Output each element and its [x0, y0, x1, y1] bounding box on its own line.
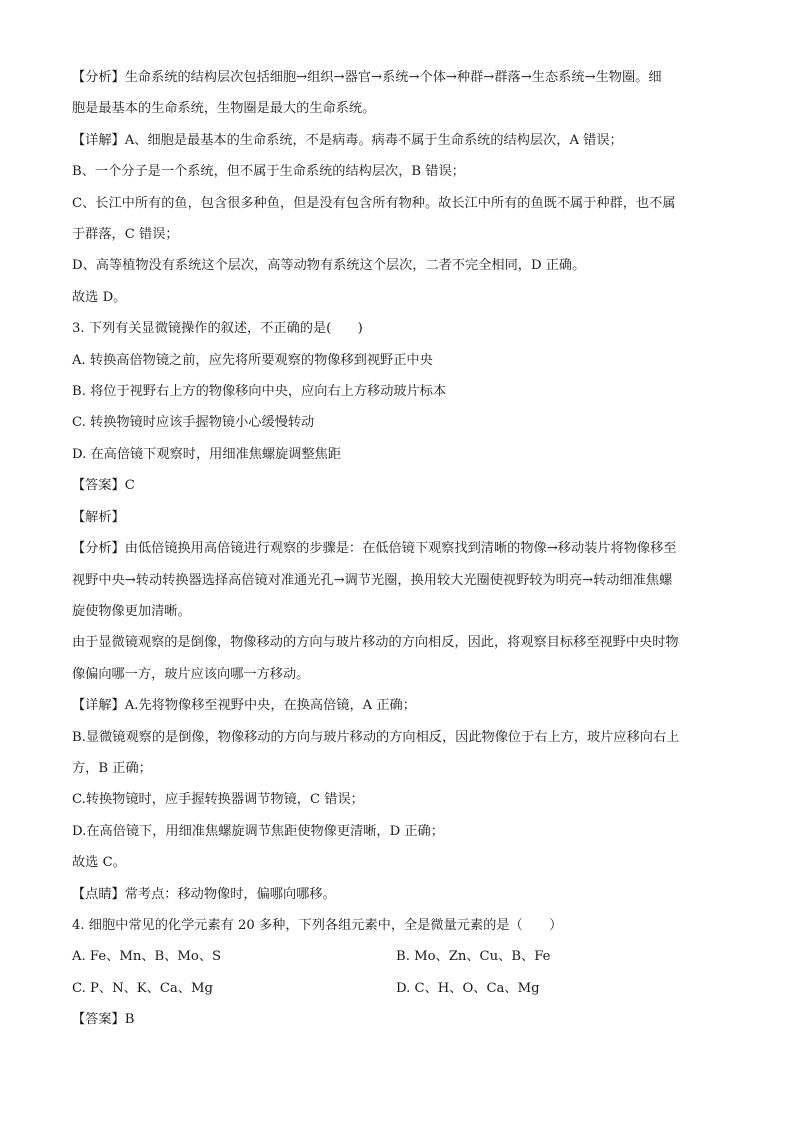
q3-analysis-line-3: 旋使物像更加清晰。 [72, 603, 191, 619]
analysis-text: 由低倍镜换用高倍镜进行观察的步骤是：在低倍镜下观察找到清晰的物像→移动装片将物像移至 [124, 541, 677, 557]
q4-option-c: C. P、N、K、Ca、Mg [72, 980, 213, 996]
q4-option-d: D. C、H、O、Ca、Mg [396, 980, 540, 996]
detail-tag: 【详解】 [72, 132, 125, 148]
analysis-text: 生命系统的结构层次包括细胞→组织→器官→系统→个体→种群→群落→生态系统→生物圈。细 [124, 70, 662, 85]
q3-option-b: B. 将位于视野右上方的物像移向中央，应向右上方移动玻片标本 [72, 384, 447, 400]
answer-tag: 【答案】 [72, 1012, 125, 1028]
q3-detail-b-line-1: B.显微镜观察的是倒像，物像移动的方向与玻片移动的方向相反，因此物像位于右上方，玻片应移向右上 [72, 729, 680, 745]
q4-option-b: B. Mo、Zn、Cu、B、Fe [396, 949, 551, 965]
answer-value: C [124, 478, 135, 494]
document-page [72, 62, 732, 1036]
q3-conclusion: 故选 C。 [72, 855, 126, 871]
detail-tag: 【详解】 [72, 698, 125, 714]
q4-options [72, 941, 732, 1004]
q3-option-d: D. 在高倍镜下观察时，用细准焦螺旋调整焦距 [72, 446, 342, 462]
q2-detail-d: D、高等植物没有系统这个层次，高等动物有系统这个层次，二者不完全相同，D 正确。 [72, 258, 586, 274]
q3-detail-d: D.在高倍镜下，用细准焦螺旋调节焦距使物像更清晰，D 正确； [72, 823, 444, 839]
q3-option-a: A. 转换高倍物镜之前，应先将所要观察的物像移到视野正中央 [72, 352, 433, 368]
q2-analysis [72, 62, 732, 125]
q3-analysis-line-1 [72, 533, 732, 564]
q2-detail-c [72, 188, 732, 251]
q3-analysis-line-5: 像偏向哪一方，玻片应该向哪一方移动。 [72, 666, 310, 682]
q3-detail-c: C.转换物镜时，应手握转换器调节物镜，C 错误； [72, 792, 364, 808]
q2-detail-c-line-1: C、长江中所有的鱼，包含很多种鱼，但是没有包含所有物种。故长江中所有的鱼既不属于种群，也不属 [72, 195, 676, 211]
tip-text: 常考点：移动物像时，偏哪向哪移。 [124, 886, 336, 902]
q2-analysis-line-1 [72, 62, 732, 93]
detail-text: A.先将物像移至视野中央，在换高倍镜，A 正确； [124, 698, 416, 714]
q3-analysis [72, 533, 732, 690]
q2-detail-b: B、一个分子是一个系统，但不属于生命系统的结构层次，B 错误； [72, 164, 465, 180]
q4-option-a: A. Fe、Mn、B、Mo、S [72, 949, 222, 965]
q2-detail-a [72, 125, 732, 156]
q3-detail-a [72, 690, 732, 721]
q4-answer [72, 1004, 732, 1035]
q3-detail-b-line-2: 方，B 正确； [72, 760, 152, 776]
q3-explain-heading: 【解析】 [72, 509, 125, 525]
q3-answer [72, 470, 732, 501]
q2-detail-c-line-2: 于群落，C 错误； [72, 227, 179, 243]
q3-option-c: C. 转换物镜时应该手握物镜小心缓慢转动 [72, 415, 315, 431]
q2-conclusion: 故选 D。 [72, 289, 127, 305]
q3-analysis-line-2: 视野中央→转动转换器选择高倍镜对准通光孔→调节光圈，换用较大光圈使视野较为明亮→转动细准焦螺 [72, 572, 673, 588]
analysis-tag: 【分析】 [72, 70, 125, 85]
q4-stem: 4. 细胞中常见的化学元素有 20 多种，下列各组元素中，全是微量元素的是（ ） [72, 917, 563, 933]
q3-stem: 3. 下列有关显微镜操作的叙述，不正确的是( ) [72, 321, 363, 337]
answer-value: B [124, 1012, 135, 1028]
analysis-tag: 【分析】 [72, 541, 125, 557]
q3-detail-b [72, 722, 732, 785]
detail-text: A、细胞是最基本的生命系统，不是病毒。病毒不属于生命系统的结构层次，A 错误； [124, 132, 623, 148]
q3-tip [72, 879, 732, 910]
q3-analysis-line-4: 由于显微镜观察的是倒像，物像移动的方向与玻片移动的方向相反，因此，将观察目标移至视野中央时物 [72, 635, 679, 651]
q2-analysis-line-2: 胞是最基本的生命系统，生物圈是最大的生命系统。 [72, 101, 376, 117]
tip-tag: 【点睛】 [72, 886, 125, 902]
answer-tag: 【答案】 [72, 478, 125, 494]
